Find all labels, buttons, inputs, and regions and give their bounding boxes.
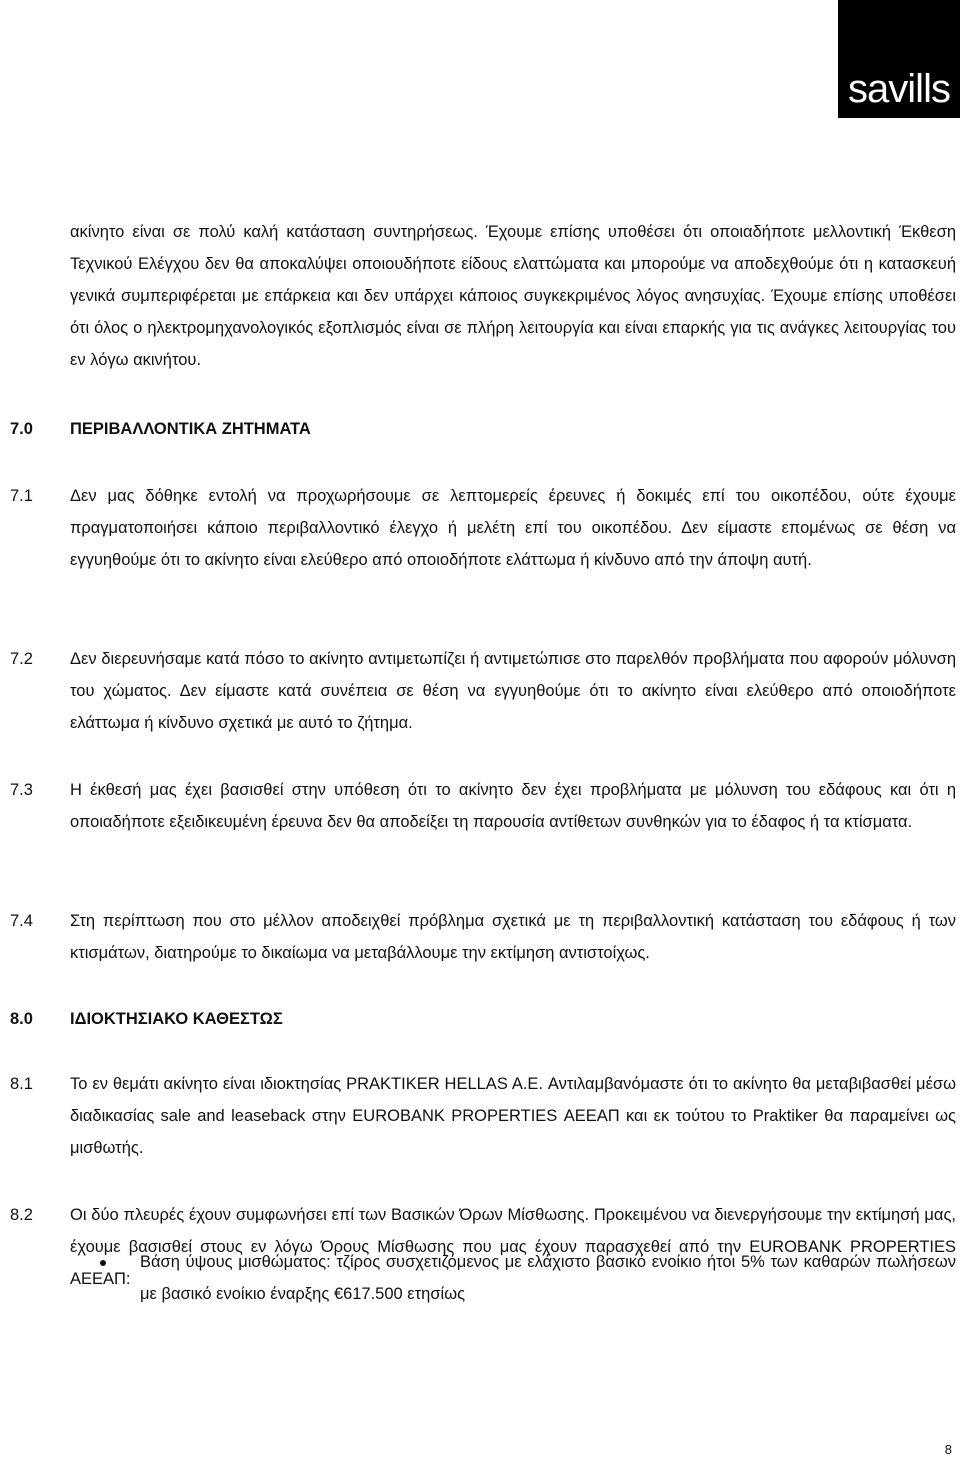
clause-text: Η έκθεσή μας έχει βασισθεί στην υπόθεση ότι το ακίνητο δεν έχει προβλήματα με μόλυνση του εδάφους και ότι η οποιαδήποτε εξειδικευμένη έρευνα δεν θα αποδείξει τη παρουσία αντίθετων συνθηκών για το έδαφος ή τα κτίσματα. xyxy=(70,781,956,831)
clause-8-1 xyxy=(10,1068,956,1164)
clause-text: Οι δύο πλευρές έχουν συμφωνήσει επί των Βασικών Όρων Μίσθωσης. Προκειμένου να διενεργήσουμε την εκτίμησή μας, έχουμε βασισθεί στους εν λόγω Όρους Μίσθωσης που μας έχουν παρασχεθεί από την EUROBANK PROPERTIES ΑΕΕΑΠ: xyxy=(70,1206,956,1288)
clause-7-3 xyxy=(10,774,956,838)
clause-number: 7.4 xyxy=(10,912,33,930)
clause-number: 8.1 xyxy=(10,1075,33,1093)
section-8-number: 8.0 xyxy=(10,1010,33,1028)
clause-text: Το εν θεμάτι ακίνητο είναι ιδιοκτησίας PRAKTIKER HELLAS A.E. Αντιλαμβανόμαστε ότι το ακίνητο θα μεταβιβασθεί μέσω διαδικασίας sale and leaseback στην EUROBANK PROPERTIES ΑΕΕΑΠ και εκ τούτου το Praktiker θα παραμείνει ως μισθωτής. xyxy=(70,1075,956,1157)
section-7-number: 7.0 xyxy=(10,420,33,438)
section-7-heading xyxy=(10,420,311,439)
bullet-icon xyxy=(100,1260,106,1266)
page-number: 8 xyxy=(944,1442,952,1457)
clause-text: Δεν διερευνήσαμε κατά πόσο το ακίνητο αντιμετωπίζει ή αντιμετώπισε στο παρελθόν προβλήματα που αφορούν μόλυνση του χώματος. Δεν είμαστε κατά συνέπεια σε θέση να εγγυηθούμε ότι το ακίνητο είναι ελεύθερο από οποιοδήποτε ελάττωμα ή κίνδυνο σχετικά με αυτό το ζήτημα. xyxy=(70,650,956,732)
clause-number: 7.1 xyxy=(10,487,33,505)
intro-text: ακίνητο είναι σε πολύ καλή κατάσταση συντηρήσεως. Έχουμε επίσης υποθέσει ότι οποιαδήποτε μελλοντική Έκθεση Τεχνικού Ελέγχου δεν θα αποκαλύψει οποιουδήποτε είδους ελαττώματα και μπορούμε να αποδεχθούμε ότι η κατασκευή γενικά συμπεριφέρεται με επάρκεια και δεν υπάρχει κάποιος συγκεκριμένος λόγος ανησυχίας. Έχουμε επίσης υποθέσει ότι όλος ο ηλεκτρομηχανολογικός εξοπλισμός είναι σε πλήρη λειτουργία και είναι επαρκής για τις ανάγκες λειτουργίας του εν λόγω ακινήτου. xyxy=(70,223,956,369)
intro-paragraph xyxy=(70,216,956,376)
section-7-title: ΠΕΡΙΒΑΛΛΟΝΤΙΚΑ ΖΗΤΗΜΑΤΑ xyxy=(70,420,311,438)
clause-7-2 xyxy=(10,643,956,739)
clause-text: Στη περίπτωση που στο μέλλον αποδειχθεί πρόβλημα σχετικά με τη περιβαλλοντική κατάσταση του εδάφους ή των κτισμάτων, διατηρούμε το δικαίωμα να μεταβάλλουμε την εκτίμηση αντιστοίχως. xyxy=(70,912,956,962)
savills-logo xyxy=(838,0,960,118)
clause-7-1 xyxy=(10,480,956,576)
clause-number: 7.2 xyxy=(10,650,33,668)
clause-number: 7.3 xyxy=(10,781,33,799)
clause-text: Δεν μας δόθηκε εντολή να προχωρήσουμε σε λεπτομερείς έρευνες ή δοκιμές επί του οικοπέδου, ούτε έχουμε πραγματοποιήσει κάποιο περιβαλλοντικό έλεγχο ή μελέτη επί του οικοπέδου. Δεν είμαστε επομένως σε θέση να εγγυηθούμε ότι το ακίνητο είναι ελεύθερο από οποιοδήποτε ελάττωμα ή κίνδυνο από την άποψη αυτή. xyxy=(70,487,956,569)
logo-text: savills xyxy=(848,67,950,111)
clause-7-4 xyxy=(10,905,956,969)
section-8-heading xyxy=(10,1010,283,1029)
clause-number: 8.2 xyxy=(10,1206,33,1224)
bullet-item-rent-basis xyxy=(100,1246,956,1310)
bullet-text: Βάση ύψους μισθώματος: τζίρος συσχετιζόμενος με ελάχιστο βασικό ενοίκιο ήτοι 5% των καθαρών πωλήσεων με βασικό ενοίκιο έναρξης €617.500 ετησίως xyxy=(140,1253,956,1303)
section-8-title: ΙΔΙΟΚΤΗΣΙΑΚΟ ΚΑΘΕΣΤΩΣ xyxy=(70,1010,283,1028)
